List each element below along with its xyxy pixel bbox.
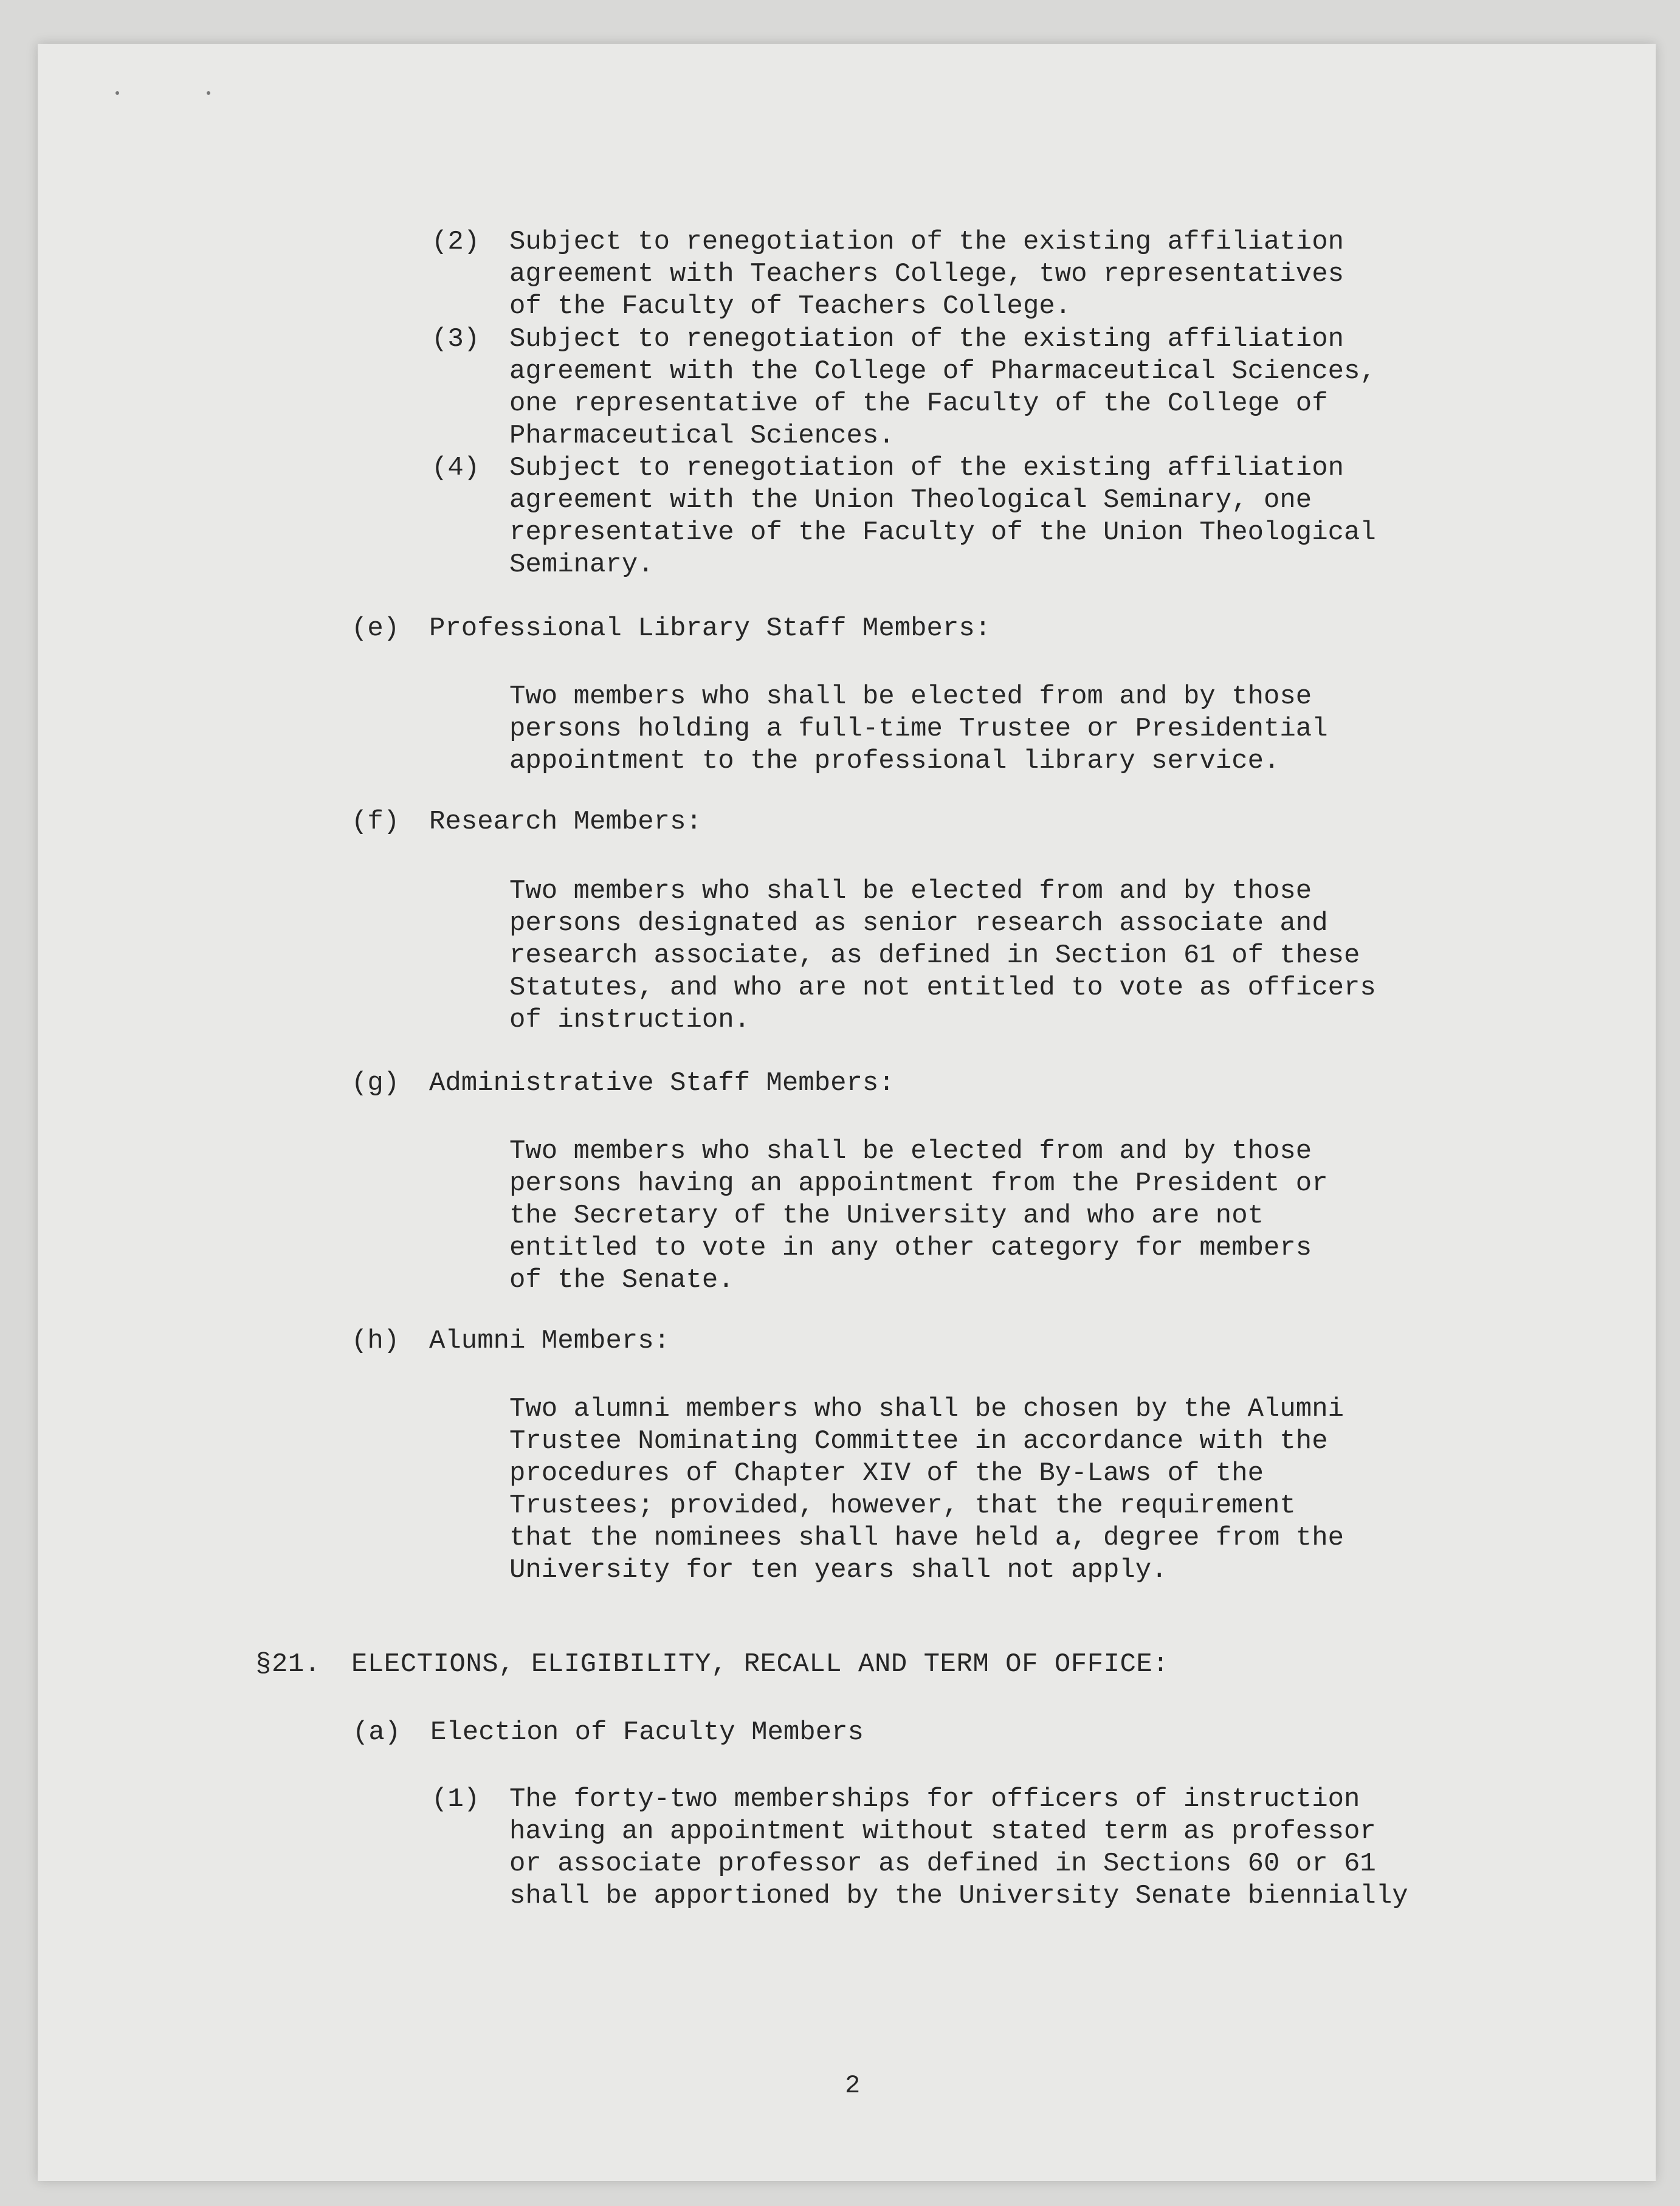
category-heading-e: Professional Library Staff Members: <box>429 613 991 644</box>
text-line: University for ten years shall not apply. <box>509 1555 1168 1585</box>
text-line: one representative of the Faculty of the College of <box>509 388 1328 419</box>
category-label-g: (g) <box>351 1068 400 1098</box>
text-line: that the nominees shall have held a, degree from the <box>509 1523 1344 1553</box>
text-line: Two members who shall be elected from and by those <box>509 681 1312 712</box>
scan-speck <box>207 91 210 95</box>
text-line: Subject to renegotiation of the existing affiliation <box>509 453 1344 483</box>
text-line: of instruction. <box>509 1005 751 1035</box>
item-label-4: (4) <box>432 453 480 483</box>
category-text-g <box>509 1136 1328 1297</box>
item-text-2 <box>509 226 1344 323</box>
text-line: Trustees; provided, however, that the requirement <box>509 1491 1296 1521</box>
scan-speck <box>115 91 119 95</box>
item-label-3: (3) <box>432 324 480 354</box>
item-label-2: (2) <box>432 227 480 257</box>
text-line: Trustee Nominating Committee in accordance with the <box>509 1426 1328 1456</box>
category-text-e <box>509 681 1328 777</box>
category-label-e: (e) <box>351 613 400 644</box>
text-line: persons having an appointment from the President or <box>509 1168 1328 1199</box>
text-line: appointment to the professional library service. <box>509 746 1280 776</box>
text-line: or associate professor as defined in Sections 60 or 61 <box>509 1849 1376 1879</box>
category-heading-f: Research Members: <box>429 807 702 837</box>
text-line: Statutes, and who are not entitled to vote as officers <box>509 973 1376 1003</box>
section-title: ELECTIONS, ELIGIBILITY, RECALL AND TERM OF OFFICE: <box>351 1649 1169 1680</box>
text-line: Subject to renegotiation of the existing affiliation <box>509 227 1344 257</box>
category-label-f: (f) <box>351 807 400 837</box>
page-number: 2 <box>845 2071 861 2100</box>
category-heading-g: Administrative Staff Members: <box>429 1068 895 1098</box>
text-line: Two members who shall be elected from and by those <box>509 876 1312 906</box>
text-line: Pharmaceutical Sciences. <box>509 421 895 451</box>
text-line: representative of the Faculty of the Union Theological <box>509 517 1376 548</box>
text-line: Seminary. <box>509 550 654 580</box>
item-label-1: (1) <box>432 1784 480 1815</box>
text-line: persons designated as senior research associate and <box>509 908 1328 939</box>
text-line: Two alumni members who shall be chosen by the Alumni <box>509 1394 1344 1424</box>
text-line: agreement with Teachers College, two representatives <box>509 259 1344 289</box>
category-text-h <box>509 1393 1344 1587</box>
category-heading-h: Alumni Members: <box>429 1326 670 1356</box>
text-line: agreement with the College of Pharmaceutical Sciences, <box>509 356 1376 387</box>
text-line: of the Faculty of Teachers College. <box>509 291 1072 322</box>
text-line: procedures of Chapter XIV of the By-Laws of the <box>509 1458 1264 1489</box>
text-line: persons holding a full-time Trustee or Presidential <box>509 714 1328 744</box>
section-number: §21. <box>255 1649 321 1680</box>
text-line: having an appointment without stated term as professor <box>509 1816 1376 1847</box>
category-text-f <box>509 875 1376 1036</box>
category-label-h: (h) <box>351 1326 400 1356</box>
text-line: agreement with the Union Theological Seminary, one <box>509 485 1312 515</box>
text-line: entitled to vote in any other category for members <box>509 1233 1312 1263</box>
text-line: of the Senate. <box>509 1265 734 1295</box>
item-text-4 <box>509 452 1376 581</box>
text-line: The forty-two memberships for officers of instruction <box>509 1784 1360 1815</box>
text-line: Subject to renegotiation of the existing affiliation <box>509 324 1344 354</box>
text-line: the Secretary of the University and who are not <box>509 1201 1264 1231</box>
text-line: research associate, as defined in Section 61 of these <box>509 940 1360 971</box>
subsection-heading-a: Election of Faculty Members <box>430 1717 864 1748</box>
item-text-3 <box>509 323 1376 452</box>
item-text-1 <box>509 1784 1408 1912</box>
subsection-label-a: (a) <box>353 1717 401 1748</box>
text-line: Two members who shall be elected from and by those <box>509 1136 1312 1167</box>
text-line: shall be apportioned by the University Senate biennially <box>509 1881 1408 1911</box>
